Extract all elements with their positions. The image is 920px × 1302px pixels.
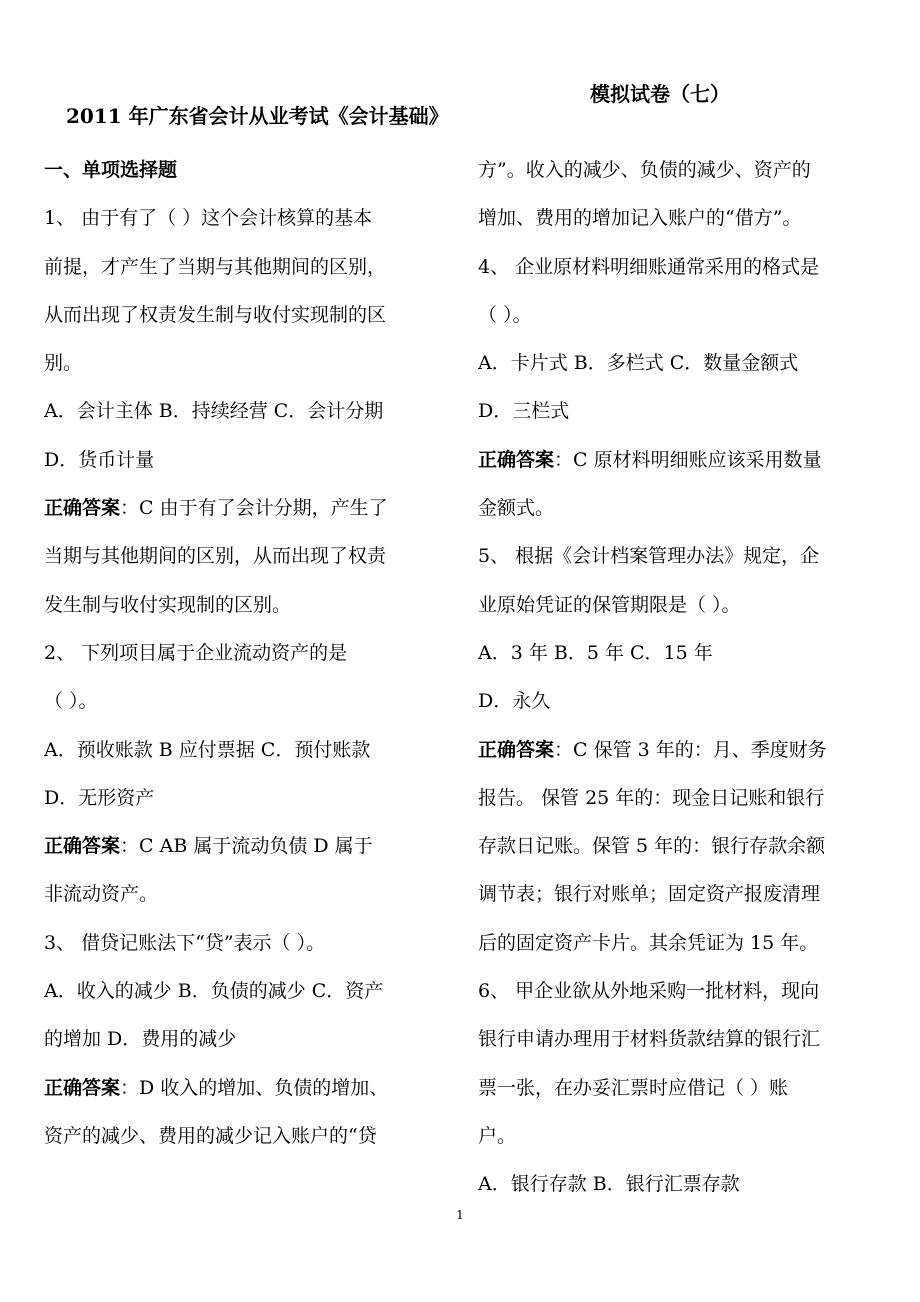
text-line: 从而出现了权责发生制与收付实现制的区 (44, 303, 387, 326)
text-line: 当期与其他期间的区别，从而出现了权责 (44, 545, 387, 568)
text-line: 前提，才产生了当期与其他期间的区别， (44, 255, 387, 278)
text-line: 增加、费用的增加记入账户的“借方”。 (478, 207, 802, 230)
text-line: A．会计主体 B．持续经营 C．会计分期 (44, 400, 384, 423)
text-line (44, 822, 444, 870)
text-line: 银行申请办理用于材料货款结算的银行汇 (478, 1028, 821, 1051)
answer-text: ：C 原材料明细账应该采用数量 (554, 448, 822, 471)
answer-text: ：C AB 属于流动负债 D 属于 (120, 835, 373, 858)
text-line: 存款日记账。保管 5 年的：银行存款余额 (478, 835, 826, 858)
text-line: 的增加 D．费用的减少 (44, 1028, 237, 1051)
answer-label: 正确答案 (478, 448, 555, 471)
exam-subtitle: 2011 年广东省会计从业考试《会计基础》 (66, 104, 449, 128)
text-line: （ ）。 (44, 690, 98, 713)
answer-label: 正确答案 (44, 835, 121, 858)
text-line: A．3 年 B．5 年 C．15 年 (478, 641, 713, 664)
text-line: A．卡片式 B．多栏式 C．数量金额式 (478, 352, 799, 375)
text-line: 报告。 保管 25 年的：现金日记账和银行 (478, 786, 825, 809)
text-line: 调节表；银行对账单；固定资产报废清理 (478, 883, 821, 906)
text-line: 别。 (44, 352, 83, 375)
text-line: A．预收账款 B 应付票据 C．预付账款 (44, 738, 371, 761)
text-line: 方”。收入的减少、负债的减少、资产的 (478, 159, 811, 181)
page-number: 1 (456, 1208, 464, 1222)
text-line: 2、 下列项目属于企业流动资产的是 (44, 641, 348, 664)
text-line: A．银行存款 B．银行汇票存款 (478, 1173, 740, 1196)
text-line (478, 436, 878, 484)
text-line: A．收入的减少 B．负债的减少 C．资产 (44, 980, 384, 1003)
answer-text: ：C 由于有了会计分期，产生了 (120, 497, 388, 520)
text-line (44, 1064, 444, 1112)
left-column (44, 146, 444, 1160)
text-line: 1、 由于有了（ ）这个会计核算的基本 (44, 207, 373, 230)
text-line: 发生制与收付实现制的区别。 (44, 593, 292, 616)
text-line: 票一张，在办妥汇票时应借记（ ）账 (478, 1076, 789, 1099)
answer-label: 正确答案 (478, 738, 555, 761)
text-line: D．永久 (478, 690, 551, 713)
text-line (478, 726, 878, 774)
text-line: D．三栏式 (478, 400, 570, 423)
text-line: 4、 企业原材料明细账通常采用的格式是 (478, 255, 820, 278)
answer-text: ：C 保管 3 年的：月、季度财务 (554, 738, 827, 761)
text-line: 后的固定资产卡片。其余凭证为 15 年。 (478, 931, 819, 954)
text-line: 3、 借贷记账法下“贷”表示（ ）。 (44, 931, 326, 954)
text-line: （ ）。 (478, 303, 532, 326)
text-line: 户。 (478, 1124, 517, 1147)
text-line: 6、 甲企业欲从外地采购一批材料，现向 (478, 980, 820, 1003)
text-line: 业原始凭证的保管期限是（ ）。 (478, 593, 741, 616)
text-line: D．无形资产 (44, 786, 155, 809)
right-column (478, 146, 878, 1209)
exam-title: 模拟试卷（七） (590, 82, 730, 106)
answer-label: 正确答案 (44, 497, 121, 520)
text-line: 非流动资产。 (44, 883, 159, 906)
answer-label: 正确答案 (44, 1076, 121, 1099)
answer-text: ：D 收入的增加、负债的增加、 (120, 1076, 389, 1099)
text-line: 金额式。 (478, 497, 555, 520)
text-line: 资产的减少、费用的减少记入账户的“贷 (44, 1124, 377, 1147)
section-heading: 一、单项选择题 (44, 159, 178, 181)
text-line: D．货币计量 (44, 448, 155, 471)
text-line (44, 484, 444, 532)
text-line: 5、 根据《会计档案管理办法》规定，企 (478, 545, 820, 568)
